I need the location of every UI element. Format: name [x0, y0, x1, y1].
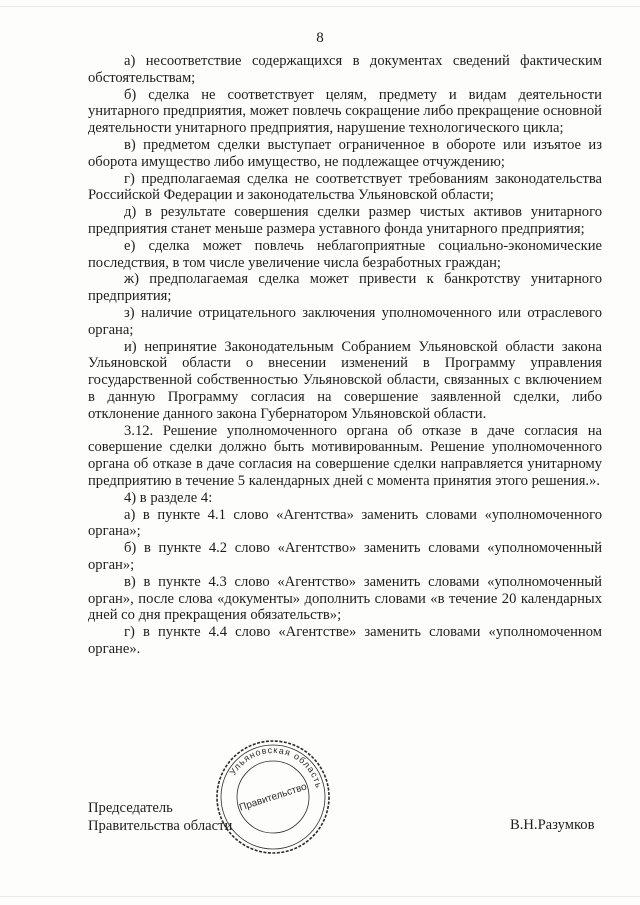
document-body [88, 53, 602, 658]
stamp-center-text: Правительство [238, 781, 309, 814]
stamp-ring-text: Ульяновская область [227, 744, 325, 790]
paragraph-b: б) сделка не соответствует целям, предмету и видам деятельности унитарного предприятия, может повлечь сокращение либо прекращение основной деятельности унитарного предприятия, нарушение технологического цикла; [88, 86, 602, 137]
page-number: 8 [316, 30, 324, 46]
signatory-title-line2: Правительства области [88, 818, 233, 834]
signatory-name: В.Н.Разумков [510, 817, 595, 833]
paragraph-3-12: 3.12. Решение уполномоченного органа об отказе в даче согласия на совершение сделки должно быть мотивированным. Решение уполномоченного органа об отказе в даче согласия на совершение сделки направляется унитарному предприятию в течение 5 календарных дней с момента принятия этого решения.». [88, 422, 602, 489]
paragraph-v: в) предметом сделки выступает ограниченное в обороте или изъятое из оборота имущество либо имущество, не подлежащее отчуждению; [88, 136, 602, 170]
paragraph-z: з) наличие отрицательного заключения уполномоченного или отраслевого органа; [88, 304, 602, 338]
paragraph-section-4: 4) в разделе 4: [124, 489, 213, 506]
scan-edge-top [0, 6, 640, 7]
paragraph-a: а) несоответствие содержащихся в документах сведений фактическим обстоятельствам; [88, 53, 602, 86]
paragraph-g: г) предполагаемая сделка не соответствует требованиям законодательства Российской Федерации и законодательства Ульяновской области; [88, 170, 602, 204]
paragraph-4-4: г) в пункте 4.4 слово «Агентстве» заменить словами «уполномоченном органе». [88, 624, 602, 657]
paragraph-4-2: б) в пункте 4.2 слово «Агентство» заменить словами «уполномоченный орган»; [88, 540, 602, 573]
official-stamp [214, 738, 332, 856]
paragraph-4-1: а) в пункте 4.1 слово «Агентства» заменить словами «уполномоченного органа»; [88, 506, 602, 540]
signatory-title-line1: Председатель [88, 800, 173, 816]
scan-edge-bottom [0, 896, 640, 897]
paragraph-zh: ж) предполагаемая сделка может привести к банкротству унитарного предприятия; [88, 271, 602, 305]
paragraph-4-3: в) в пункте 4.3 слово «Агентство» заменить словами «уполномоченный орган», после слова «документы» дополнить словами «в течение 20 календарных дней со дня прекращения обязательств»; [88, 573, 602, 624]
signatory-title [88, 799, 232, 835]
paragraph-d: д) в результате совершения сделки размер чистых активов унитарного предприятия станет меньше размера уставного фонда унитарного предприятия; [88, 204, 602, 237]
paragraph-e: е) сделка может повлечь неблагоприятные социально-экономические последствия, в том числе увеличение числа безработных граждан; [88, 237, 602, 271]
paragraph-i: и) непринятие Законодательным Собранием Ульяновской области закона Ульяновской области о внесении изменений в Программу управления государственной собственностью Ульяновской области, связанных с включением в данную Программу согласия на совершение заявленной сделки, либо отклонение данного закона Губернатором Ульяновской области. [88, 338, 602, 422]
